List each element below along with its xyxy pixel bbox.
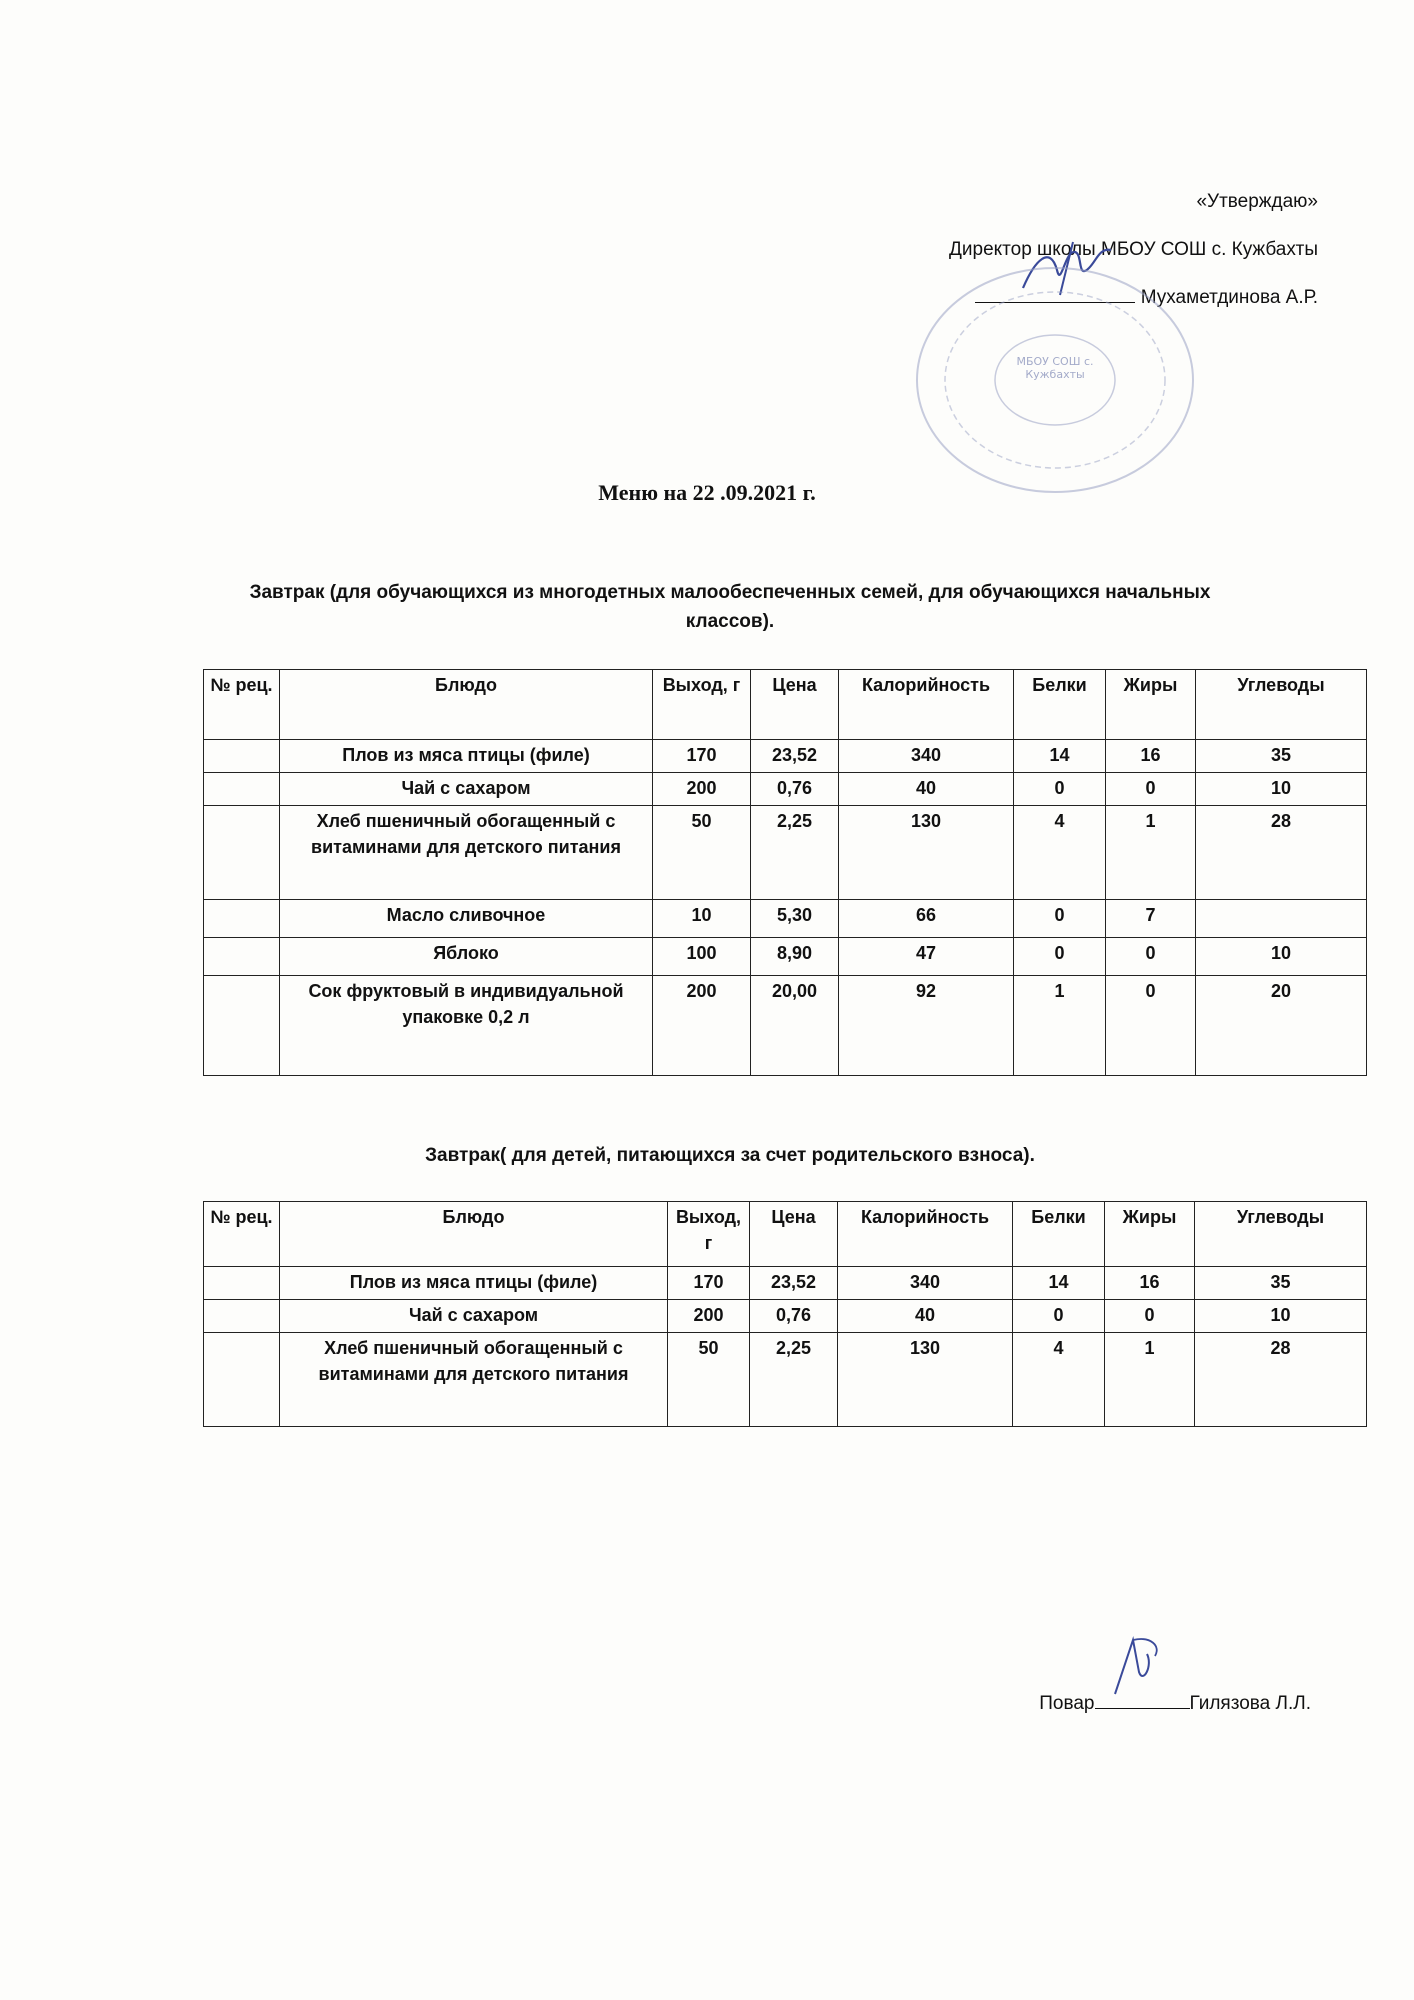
cell-dish: Плов из мяса птицы (филе) (280, 1267, 668, 1300)
cell-calories: 130 (838, 1333, 1013, 1427)
cell-fat: 1 (1105, 1333, 1195, 1427)
cook-signature-block (1039, 1690, 1311, 1715)
col-header-fat: Жиры (1106, 670, 1196, 740)
cell-dish: Хлеб пшеничный обогащенный с витаминами для детского питания (280, 1333, 668, 1427)
cell-yield: 200 (653, 976, 751, 1076)
cell-protein: 14 (1014, 740, 1106, 773)
table-row (204, 938, 1367, 976)
col-header-calories: Калорийность (839, 670, 1014, 740)
cell-protein: 14 (1013, 1267, 1105, 1300)
cell-num (204, 740, 280, 773)
cell-fat: 0 (1105, 1300, 1195, 1333)
cell-num (204, 900, 280, 938)
cell-calories: 66 (839, 900, 1014, 938)
col-header-num: № рец. (204, 670, 280, 740)
cell-carbs: 28 (1196, 806, 1367, 900)
cell-dish: Яблоко (280, 938, 653, 976)
cell-calories: 40 (838, 1300, 1013, 1333)
cell-price: 8,90 (751, 938, 839, 976)
table-row (204, 806, 1367, 900)
cell-num (204, 806, 280, 900)
section1-heading: Завтрак (для обучающихся из многодетных малообеспеченных семей, для обучающихся начальных классов). (249, 582, 1211, 632)
cell-protein: 0 (1014, 938, 1106, 976)
cell-carbs: 10 (1195, 1300, 1367, 1333)
cell-calories: 92 (839, 976, 1014, 1076)
col-header-yield: Выход, г (668, 1202, 750, 1267)
col-header-carbs: Углеводы (1196, 670, 1367, 740)
menu-table-2 (203, 1201, 1367, 1427)
cell-num (204, 773, 280, 806)
cell-calories: 130 (839, 806, 1014, 900)
cell-num (204, 1333, 280, 1427)
cell-protein: 0 (1014, 900, 1106, 938)
signature-scribble-icon (1015, 240, 1135, 300)
col-header-dish: Блюдо (280, 670, 653, 740)
page-title: Меню на 22 .09.2021 г. (598, 480, 816, 505)
approve-label: «Утверждаю» (1196, 191, 1318, 212)
cell-price: 20,00 (751, 976, 839, 1076)
cell-protein: 0 (1013, 1300, 1105, 1333)
col-header-protein: Белки (1013, 1202, 1105, 1267)
col-header-dish: Блюдо (280, 1202, 668, 1267)
cell-calories: 340 (839, 740, 1014, 773)
cell-fat: 0 (1106, 976, 1196, 1076)
cell-num (204, 1300, 280, 1333)
cell-price: 0,76 (751, 773, 839, 806)
cell-dish: Масло сливочное (280, 900, 653, 938)
cell-carbs: 20 (1196, 976, 1367, 1076)
col-header-calories: Калорийность (838, 1202, 1013, 1267)
cell-protein: 4 (1014, 806, 1106, 900)
cell-yield: 200 (653, 773, 751, 806)
signature-scribble-icon (1103, 1632, 1183, 1702)
cell-dish: Сок фруктовый в индивидуальной упаковке 0,2 л (280, 976, 653, 1076)
cell-num (204, 976, 280, 1076)
cell-dish: Хлеб пшеничный обогащенный с витаминами для детского питания (280, 806, 653, 900)
cell-num (204, 1267, 280, 1300)
cell-num (204, 938, 280, 976)
col-header-protein: Белки (1014, 670, 1106, 740)
table-header-row (204, 670, 1367, 740)
cell-fat: 16 (1106, 740, 1196, 773)
cell-price: 0,76 (750, 1300, 838, 1333)
table-row (204, 900, 1367, 938)
cook-label: Повар (1039, 1693, 1095, 1714)
cell-dish: Чай с сахаром (280, 773, 653, 806)
table-row (204, 773, 1367, 806)
cell-protein: 4 (1013, 1333, 1105, 1427)
cell-calories: 47 (839, 938, 1014, 976)
section2-heading: Завтрак( для детей, питающихся за счет родительского взноса). (425, 1145, 1035, 1166)
cell-yield: 170 (668, 1267, 750, 1300)
stamp-text: МБОУ СОШ с. Кужбахты (1016, 355, 1094, 381)
table-row (204, 1267, 1367, 1300)
table-row (204, 1333, 1367, 1427)
cell-calories: 340 (838, 1267, 1013, 1300)
cell-fat: 0 (1106, 938, 1196, 976)
cell-carbs: 35 (1196, 740, 1367, 773)
cell-dish: Чай с сахаром (280, 1300, 668, 1333)
cell-protein: 0 (1014, 773, 1106, 806)
table-row (204, 976, 1367, 1076)
col-header-yield: Выход, г (653, 670, 751, 740)
cell-price: 2,25 (750, 1333, 838, 1427)
cell-price: 23,52 (751, 740, 839, 773)
cell-carbs (1196, 900, 1367, 938)
table-row (204, 740, 1367, 773)
cell-price: 5,30 (751, 900, 839, 938)
cell-fat: 1 (1106, 806, 1196, 900)
director-line: Директор школы МБОУ СОШ с. Кужбахты (949, 239, 1318, 260)
menu-table-1 (203, 669, 1367, 1076)
cell-fat: 16 (1105, 1267, 1195, 1300)
cell-carbs: 28 (1195, 1333, 1367, 1427)
cell-yield: 100 (653, 938, 751, 976)
cell-price: 2,25 (751, 806, 839, 900)
cell-fat: 0 (1106, 773, 1196, 806)
approval-block (949, 178, 1318, 322)
table-row (204, 1300, 1367, 1333)
cell-carbs: 10 (1196, 938, 1367, 976)
director-signature (975, 282, 1135, 303)
cook-name: Гилязова Л.Л. (1189, 1693, 1311, 1714)
cell-protein: 1 (1014, 976, 1106, 1076)
cell-yield: 50 (668, 1333, 750, 1427)
cell-yield: 50 (653, 806, 751, 900)
cell-carbs: 35 (1195, 1267, 1367, 1300)
col-header-price: Цена (750, 1202, 838, 1267)
cook-signature (1095, 1690, 1190, 1709)
table-header-row (204, 1202, 1367, 1267)
cell-yield: 170 (653, 740, 751, 773)
director-signature-line (949, 274, 1318, 322)
cell-yield: 200 (668, 1300, 750, 1333)
director-name: Мухаметдинова А.Р. (1140, 287, 1318, 308)
cell-yield: 10 (653, 900, 751, 938)
col-header-num: № рец. (204, 1202, 280, 1267)
cell-carbs: 10 (1196, 773, 1367, 806)
cell-price: 23,52 (750, 1267, 838, 1300)
col-header-fat: Жиры (1105, 1202, 1195, 1267)
cell-dish: Плов из мяса птицы (филе) (280, 740, 653, 773)
cell-calories: 40 (839, 773, 1014, 806)
cell-fat: 7 (1106, 900, 1196, 938)
col-header-price: Цена (751, 670, 839, 740)
col-header-carbs: Углеводы (1195, 1202, 1367, 1267)
